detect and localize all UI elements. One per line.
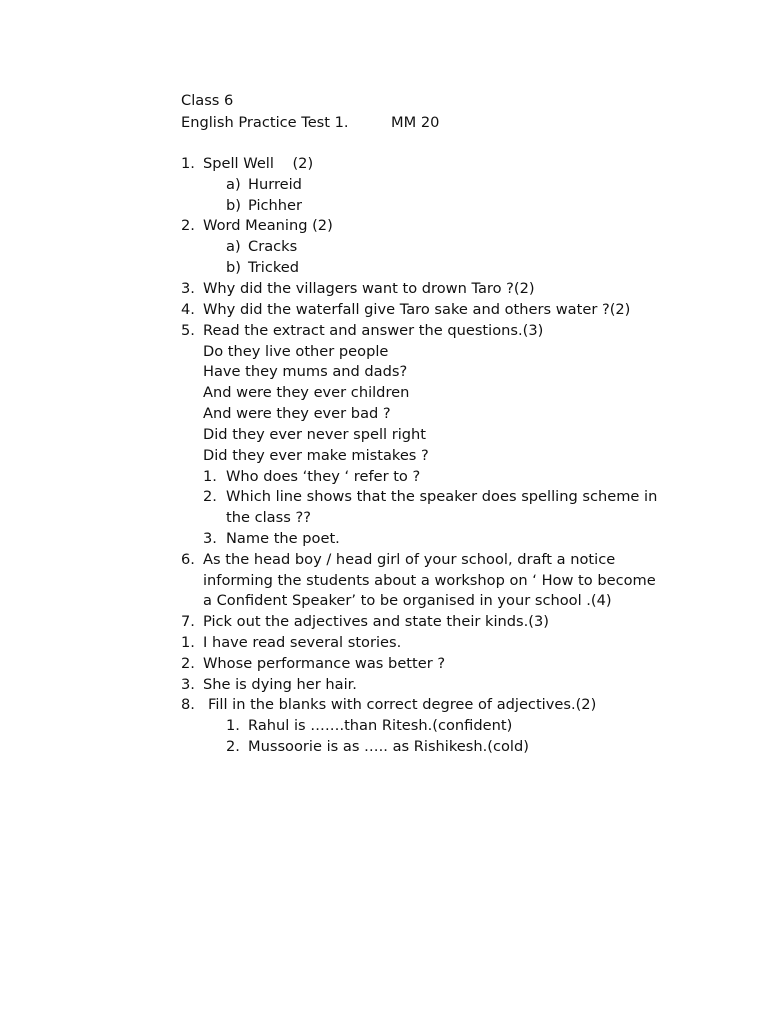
question-text: Why did the waterfall give Taro sake and others water ?(2) bbox=[203, 301, 631, 318]
extract-line: And were they ever bad ? bbox=[203, 405, 391, 422]
extract-line: Did they ever never spell right bbox=[203, 426, 427, 443]
option-text: Tricked bbox=[248, 259, 300, 276]
option-text: Cracks bbox=[248, 238, 298, 255]
subquestion-number: 3. bbox=[203, 530, 217, 547]
question-number: 4. bbox=[181, 301, 195, 318]
blank-item-text: Rahul is …….than Ritesh.(confident) bbox=[248, 717, 513, 734]
subquestion-number: 2. bbox=[203, 488, 217, 505]
subquestion-number: 1. bbox=[203, 468, 217, 485]
sentence-number: 1. bbox=[181, 634, 195, 651]
question-number: 3. bbox=[181, 280, 195, 297]
subquestion-text: Name the poet. bbox=[226, 530, 340, 547]
question-number: 7. bbox=[181, 613, 195, 630]
question-text: a Confident Speaker’ to be organised in your school .(4) bbox=[203, 592, 612, 609]
option-label: a) bbox=[226, 238, 241, 255]
option-text: Pichher bbox=[248, 197, 303, 214]
question-number: 5. bbox=[181, 322, 195, 339]
sentence-number: 3. bbox=[181, 676, 195, 693]
sentence-text: Whose performance was better ? bbox=[203, 655, 446, 672]
question-text: Fill in the blanks with correct degree of adjectives.(2) bbox=[208, 696, 597, 713]
question-number: 1. bbox=[181, 155, 195, 172]
sentence-number: 2. bbox=[181, 655, 195, 672]
question-number: 6. bbox=[181, 551, 195, 568]
test-title: English Practice Test 1. bbox=[181, 114, 349, 131]
extract-line: Do they live other people bbox=[203, 343, 389, 360]
question-number: 8. bbox=[181, 696, 195, 713]
class-line: Class 6 bbox=[181, 92, 234, 109]
question-number: 2. bbox=[181, 217, 195, 234]
option-label: b) bbox=[226, 197, 241, 214]
subquestion-text: Who does ‘they ‘ refer to ? bbox=[226, 468, 421, 485]
question-text: As the head boy / head girl of your school, draft a notice bbox=[203, 551, 616, 568]
question-text: Why did the villagers want to drown Taro ?(2) bbox=[203, 280, 535, 297]
option-text: Hurreid bbox=[248, 176, 302, 193]
blank-item-number: 1. bbox=[226, 717, 240, 734]
question-text: Read the extract and answer the questions.(3) bbox=[203, 322, 544, 339]
blank-item-text: Mussoorie is as ….. as Rishikesh.(cold) bbox=[248, 738, 529, 755]
extract-line: And were they ever children bbox=[203, 384, 410, 401]
question-text: Pick out the adjectives and state their kinds.(3) bbox=[203, 613, 549, 630]
max-marks: MM 20 bbox=[391, 114, 440, 131]
subquestion-text: the class ?? bbox=[226, 509, 311, 526]
question-text: Word Meaning (2) bbox=[203, 217, 333, 234]
sentence-text: She is dying her hair. bbox=[203, 676, 357, 693]
extract-line: Did they ever make mistakes ? bbox=[203, 447, 429, 464]
sentence-text: I have read several stories. bbox=[203, 634, 402, 651]
question-text: informing the students about a workshop on ‘ How to become bbox=[203, 572, 656, 589]
option-label: a) bbox=[226, 176, 241, 193]
option-label: b) bbox=[226, 259, 241, 276]
question-text: Spell Well (2) bbox=[203, 155, 314, 172]
subquestion-text: Which line shows that the speaker does spelling scheme in bbox=[226, 488, 658, 505]
blank-item-number: 2. bbox=[226, 738, 240, 755]
extract-line: Have they mums and dads? bbox=[203, 363, 408, 380]
